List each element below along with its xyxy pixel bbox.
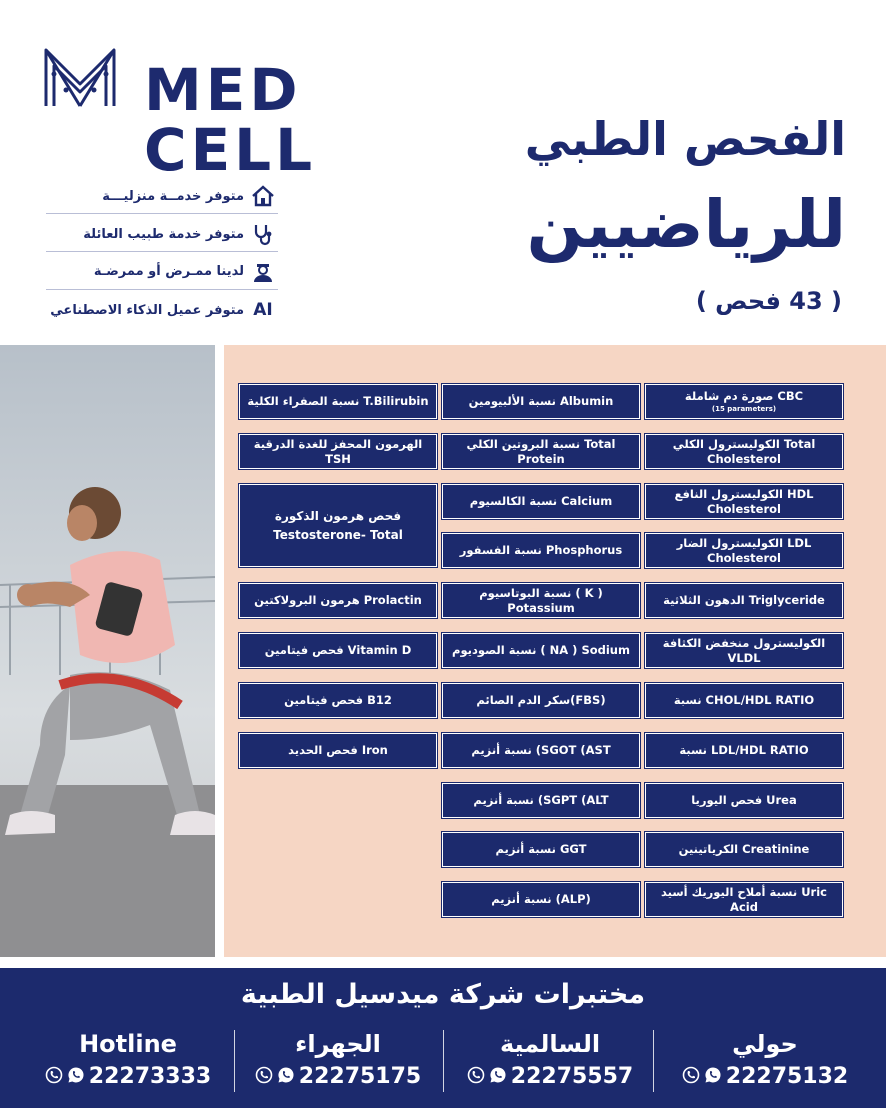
test-calcium: نسبة الكالسيوم Calcium	[442, 484, 640, 519]
test-ldl-hdl-ratio: نسبة LDL/HDL RATIO	[645, 733, 843, 768]
branch-divider	[443, 1030, 444, 1092]
test-prolactin: هرمون البرولاكتين Prolactin	[239, 583, 437, 618]
test-hdl-cholesterol: الكوليسترول النافع HDL Cholesterol	[645, 484, 843, 519]
test-ldl-cholesterol: الكوليسترول الضار LDL Cholesterol	[645, 533, 843, 568]
branch-name: الجهراء	[295, 1030, 381, 1058]
test-sodium: نسبة الصوديوم ( NA ) Sodium	[442, 633, 640, 668]
phone-icon[interactable]	[45, 1066, 63, 1088]
branch-divider	[234, 1030, 235, 1092]
test-total-protein: نسبة البروتين الكلي Total Protein	[442, 434, 640, 469]
test-urea: فحص اليوريا Urea	[645, 783, 843, 818]
test-triglyceride: الدهون الثلاثية Triglyceride	[645, 583, 843, 618]
branch-salmiya	[450, 1030, 650, 1089]
test-ggt: نسبة أنزيم GGT	[442, 832, 640, 867]
home-icon	[250, 184, 276, 208]
company-name: مختبرات شركة ميدسيل الطبية	[240, 979, 646, 1010]
phone-icon[interactable]	[682, 1066, 700, 1088]
test-fbs: سكر الدم الصائم(FBS)	[442, 683, 640, 718]
feature-divider	[46, 213, 278, 214]
whatsapp-icon[interactable]	[489, 1066, 507, 1088]
branch-hotline	[28, 1030, 228, 1089]
branch-name: حولي	[732, 1030, 798, 1058]
test-phosphorus: نسبة الفسفور Phosphorus	[442, 533, 640, 568]
branch-hawally	[665, 1030, 865, 1089]
ai-icon-text: AI	[253, 300, 273, 320]
feature-nurse	[94, 259, 276, 283]
branch-name: Hotline	[79, 1030, 177, 1058]
feature-label: لدينا ممـرض أو ممرضـة	[93, 263, 244, 279]
branch-phone[interactable]: 22275557	[510, 1064, 634, 1089]
test-potassium: نسبة البوتاسيوم ( K ) Potassium	[442, 583, 640, 618]
feature-home-service	[102, 184, 276, 208]
whatsapp-icon[interactable]	[67, 1066, 85, 1088]
whatsapp-icon[interactable]	[704, 1066, 722, 1088]
feature-label: متوفر عميل الذكاء الاصطناعي	[50, 302, 244, 318]
test-vitamin-d: فحص فيتامين Vitamin D	[239, 633, 437, 668]
feature-ai-agent	[50, 298, 276, 322]
branch-phone[interactable]: 22275175	[298, 1064, 422, 1089]
test-label: صورة دم شاملة CBC	[684, 389, 804, 404]
test-creatinine: الكرياتينين Creatinine	[645, 832, 843, 867]
test-count: ( 43 فحص )	[695, 287, 842, 315]
athlete-photo	[0, 345, 215, 957]
test-iron: فحص الحديد Iron	[239, 733, 437, 768]
branch-phone[interactable]: 22273333	[88, 1064, 212, 1089]
branch-divider	[653, 1030, 654, 1092]
test-sgpt: نسبة أنزيم (SGPT (ALT	[442, 783, 640, 818]
feature-family-doctor	[83, 222, 276, 246]
page-title-line1: الفحص الطبي	[524, 112, 846, 166]
test-b12: فحص فيتامين B12	[239, 683, 437, 718]
test-alp: نسبة أنزيم (ALP)	[442, 882, 640, 917]
test-testosterone	[239, 484, 437, 567]
feature-divider	[46, 289, 278, 290]
test-label-english: Testosterone- Total	[273, 527, 403, 542]
test-uric-acid: نسبة أملاح اليوريك أسيد Uric Acid	[645, 882, 843, 917]
test-label: فحص هرمون الذكورة	[274, 508, 402, 523]
feature-label: متوفر خدمة طبيب العائلة	[83, 226, 244, 242]
medcell-logo	[40, 44, 317, 184]
stethoscope-icon	[250, 222, 276, 246]
test-sublabel: (15 parameters)	[711, 404, 777, 413]
test-tsh: الهرمون المحفز للغدة الدرقية TSH	[239, 434, 437, 469]
nurse-icon	[250, 259, 276, 283]
phone-icon[interactable]	[467, 1066, 485, 1088]
branch-jahra	[238, 1030, 438, 1089]
phone-icon[interactable]	[255, 1066, 273, 1088]
ai-icon	[250, 298, 276, 322]
brand-line1: MED	[144, 56, 302, 124]
test-cbc	[645, 384, 843, 419]
test-total-cholesterol: الكوليسترول الكلي Total Cholesterol	[645, 434, 843, 469]
test-bilirubin: نسبة الصفراء الكلية T.Bilirubin	[239, 384, 437, 419]
branch-phone[interactable]: 22275132	[725, 1064, 849, 1089]
test-chol-hdl-ratio: نسبة CHOL/HDL RATIO	[645, 683, 843, 718]
feature-label: متوفر خدمــة منزليـــة	[102, 188, 244, 204]
page-title-line2: للرياضيين	[526, 186, 846, 263]
test-vldl: الكوليسترول منخفض الكثافة VLDL	[645, 633, 843, 668]
whatsapp-icon[interactable]	[277, 1066, 295, 1088]
test-albumin: نسبة الألبيومين Albumin	[442, 384, 640, 419]
brand-line2: CELL	[144, 116, 317, 184]
branch-name: السالمية	[499, 1030, 601, 1058]
test-sgot: نسبة أنزيم (SGOT (AST	[442, 733, 640, 768]
feature-divider	[46, 251, 278, 252]
